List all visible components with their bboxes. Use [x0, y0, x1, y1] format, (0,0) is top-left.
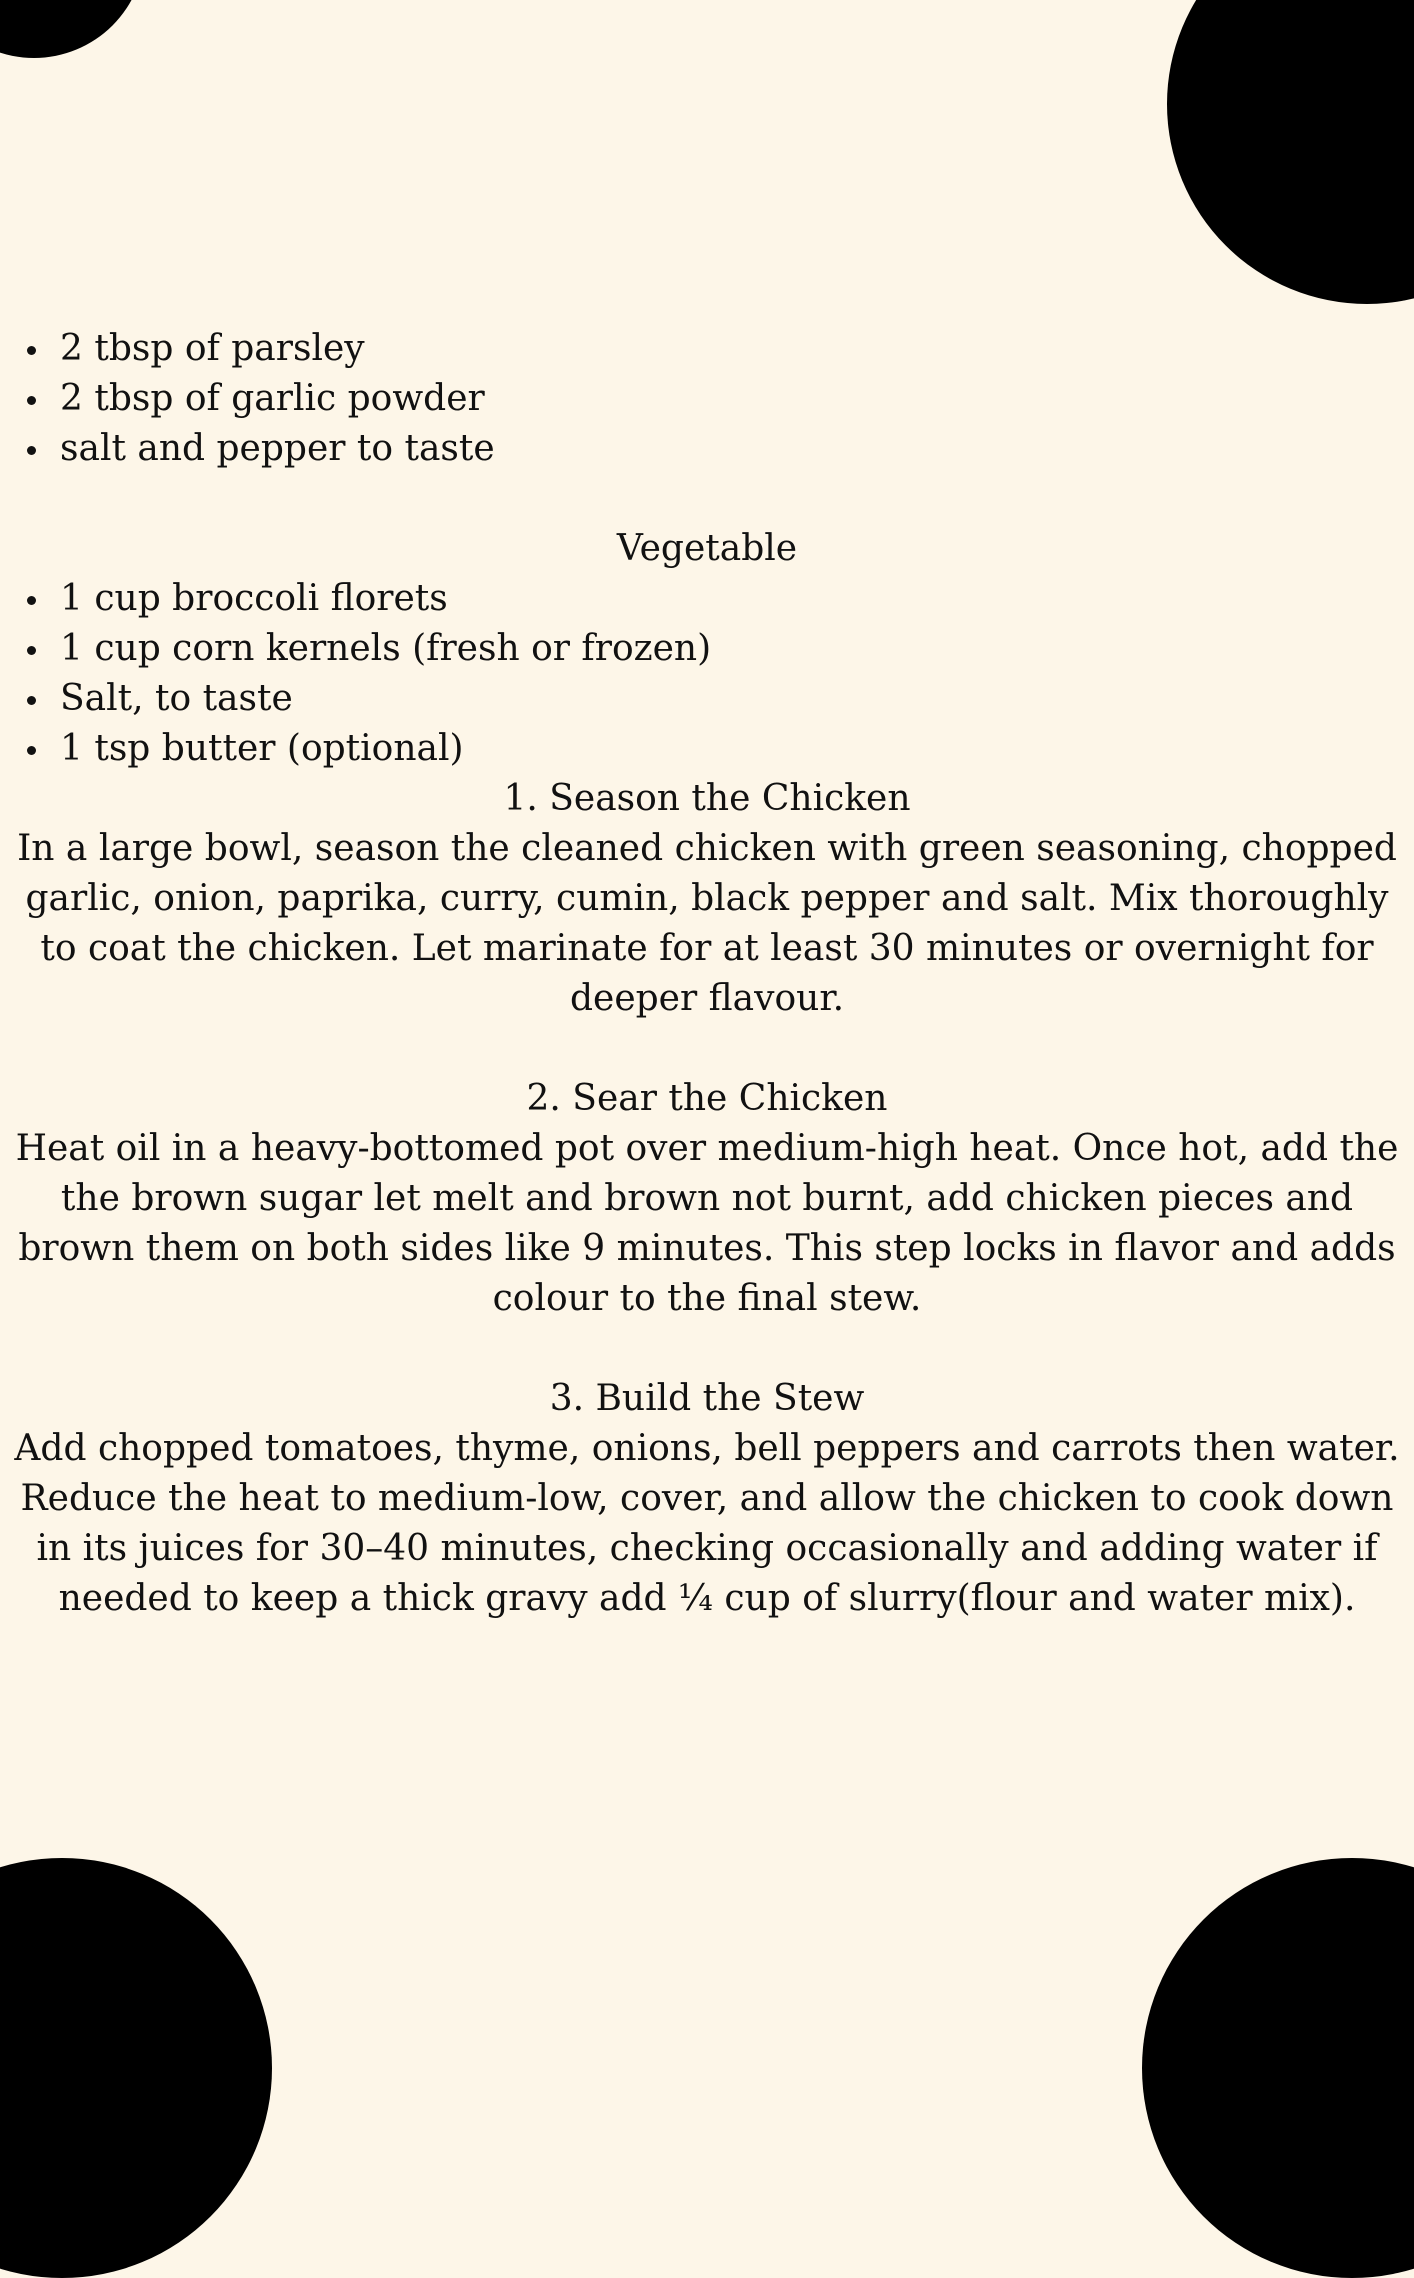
- list-item: 1 cup corn kernels (fresh or frozen): [0, 624, 1414, 674]
- list-item: 2 tbsp of parsley: [0, 324, 1414, 374]
- decor-circle-top-left: [0, 0, 145, 58]
- step-1-title: 1. Season the Chicken: [503, 778, 911, 819]
- vegetable-list: [0, 574, 1414, 774]
- step-2-title: 2. Sear the Chicken: [526, 1078, 888, 1119]
- list-item: 2 tbsp of garlic powder: [0, 374, 1414, 424]
- recipe-content: [0, 324, 1414, 1624]
- decor-circle-bottom-left: [0, 1858, 272, 2278]
- spacer: [0, 474, 1414, 524]
- step-1-body: In a large bowl, season the cleaned chicken with green seasoning, chopped garlic, onion, paprika, curry, cumin, black pepper and salt. Mix thoroughly to coat the chicken. Let marinate for at least 30 minutes or overnight for deeper flavour.: [17, 828, 1397, 1019]
- step-2-body: Heat oil in a heavy-bottomed pot over medium-high heat. Once hot, add the the brown sugar let melt and brown not burnt, add chicken pieces and brown them on both sides like 9 minutes. This step locks in flavor and adds colour to the final stew.: [15, 1128, 1399, 1319]
- seasoning-list: [0, 324, 1414, 474]
- step-3-title: 3. Build the Stew: [549, 1378, 865, 1419]
- list-item: salt and pepper to taste: [0, 424, 1414, 474]
- step-3-body: Add chopped tomatoes, thyme, onions, bell peppers and carrots then water. Reduce the heat to medium-low, cover, and allow the chicken to cook down in its juices for 30–40 minutes, checking occasionally and adding water if needed to keep a thick gravy add ¼ cup of slurry(flour and water mix).: [14, 1428, 1400, 1619]
- vegetable-heading: Vegetable: [616, 528, 798, 569]
- decor-circle-top-right: [1167, 0, 1414, 304]
- list-item: 1 cup broccoli florets: [0, 574, 1414, 624]
- list-item: 1 tsp butter (optional): [0, 724, 1414, 774]
- list-item: Salt, to taste: [0, 674, 1414, 724]
- decor-circle-bottom-right: [1142, 1858, 1414, 2278]
- spacer: [0, 1324, 1414, 1374]
- spacer: [0, 1024, 1414, 1074]
